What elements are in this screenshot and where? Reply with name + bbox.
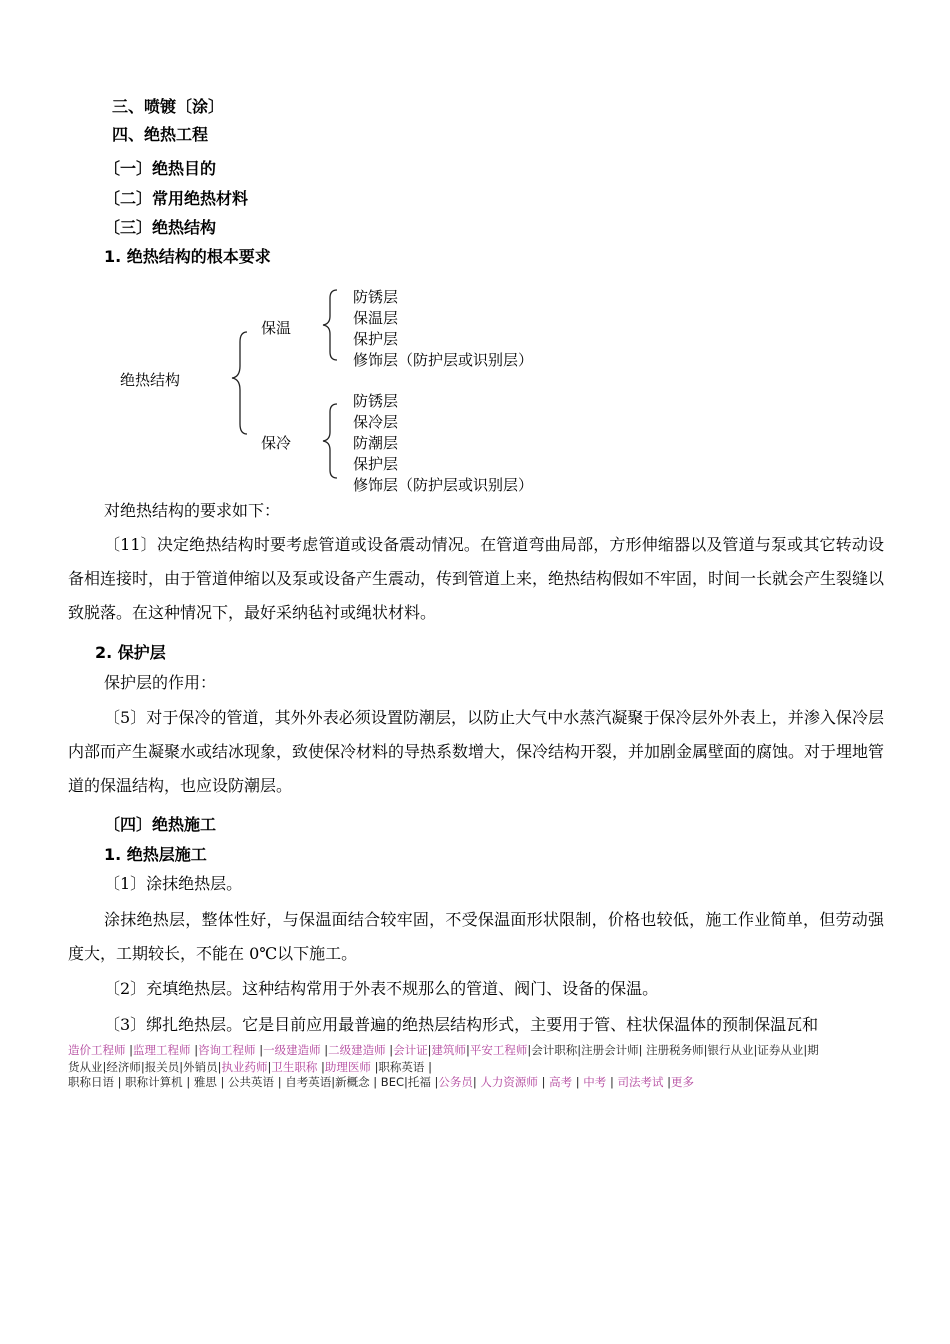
footer-separator: |	[321, 1060, 325, 1074]
footer-link[interactable]: 司法考试	[613, 1075, 668, 1089]
diagram-item: 防潮层	[353, 434, 399, 452]
diagram-item: 保温层	[353, 309, 399, 327]
diagram-item: 保护层	[353, 455, 399, 473]
footer-separator: |职称英语 |	[374, 1060, 432, 1074]
paragraph: 〔2〕充填绝热层。这种结构常用于外表不规那么的管道、阀门、设备的保温。	[104, 979, 659, 998]
footer-separator: |	[427, 1043, 432, 1057]
heading-common-materials: 〔二〕常用绝热材料	[104, 189, 249, 208]
footer-separator: |	[194, 1043, 199, 1057]
footer-link[interactable]: 监理工程师	[133, 1043, 195, 1057]
footer-exam-links	[68, 1042, 828, 1076]
diagram-item: 修饰层（防护层或识别层）	[353, 476, 534, 494]
footer-link[interactable]: 助理医师	[324, 1060, 375, 1074]
footer-separator: |	[575, 1075, 580, 1089]
footer-link[interactable]: 咨询工程师	[198, 1043, 260, 1057]
footer-link[interactable]: 平安工程师	[469, 1043, 528, 1057]
diagram-branch-cold-preservation: 保冷	[261, 434, 292, 452]
footer-link[interactable]: 人力资源师	[476, 1075, 542, 1089]
diagram-item: 修饰层（防护层或识别层）	[353, 351, 534, 369]
diagram-item: 防锈层	[353, 392, 399, 410]
footer-link[interactable]: 二级建造师	[328, 1043, 390, 1057]
footer-link[interactable]: 一级建造师	[263, 1043, 325, 1057]
footer-separator: |	[609, 1075, 614, 1089]
footer-link[interactable]: 卫生职称	[271, 1060, 322, 1074]
footer-link[interactable]: 中考	[579, 1075, 610, 1089]
footer-exam-links-2	[68, 1074, 828, 1091]
paragraph: 保护层的作用：	[104, 673, 217, 692]
heading-basic-requirements: 1. 绝热结构的根本要求	[104, 247, 271, 266]
diagram-root-label: 绝热结构	[120, 371, 181, 389]
heading-insulation-structure: 〔三〕绝热结构	[104, 218, 217, 237]
paragraph: 〔11〕决定绝热结构时要考虑管道或设备震动情况。在管道弯曲局部，方形伸缩器以及管道与泵或其它转动设备相连接时，由于管道伸缩以及泵或设备产生震动，传到管道上来，绝热结构假如不牢固，时间一长就会产生裂缝以致脱落。在这种情况下，最好采纳毡衬或绳状材料。	[68, 535, 885, 622]
footer-separator: |会计职称|注册会计师| 注册税务师|银行从业|证券从业|期货从业|经济师|报关员|外销员|	[68, 1043, 819, 1074]
paragraph: 〔5〕对于保冷的管道，其外外表必须设置防潮层，以防止大气中水蒸汽凝聚于保冷层外外表上，并渗入保冷层内部而产生凝聚水或结冰现象，致使保冷材料的导热系数增大，保冷结构开裂，并加剧金属壁面的腐蚀。对于埋地管道的保温结构，也应设防潮层。	[68, 708, 885, 795]
footer-separator: |	[466, 1043, 470, 1057]
heading-insulation-construction: 〔四〕绝热施工	[104, 815, 217, 834]
footer-separator: |	[389, 1043, 394, 1057]
diagram-item: 防锈层	[353, 288, 399, 306]
paragraph: 〔3〕绑扎绝热层。它是目前应用最普遍的绝热层结构形式，主要用于管、柱状保温体的预制保温瓦和	[104, 1015, 819, 1034]
footer-link[interactable]: 会计证	[393, 1043, 428, 1057]
heading-insulation-purpose: 〔一〕绝热目的	[104, 159, 217, 178]
diagram-branch-heat-preservation: 保温	[261, 319, 292, 337]
footer-separator: |	[472, 1075, 477, 1089]
heading-insulation-layer-construction: 1. 绝热层施工	[104, 845, 207, 864]
heading-insulation-engineering: 四、绝热工程	[112, 125, 209, 144]
footer-link[interactable]: 更多	[671, 1075, 695, 1089]
footer-link[interactable]: 建筑师	[431, 1043, 467, 1057]
footer-separator: |	[667, 1075, 672, 1089]
paragraph: 涂抹绝热层，整体性好，与保温面结合较牢固，不受保温面形状限制，价格也较低，施工作业简单，但劳动强度大，工期较长，不能在 0℃以下施工。	[68, 910, 884, 963]
paragraph: 对绝热结构的要求如下：	[104, 501, 281, 520]
footer-link[interactable]: 公务员	[438, 1075, 473, 1089]
footer-link[interactable]: 高考	[545, 1075, 576, 1089]
footer-separator: |	[259, 1043, 264, 1057]
diagram-item: 保冷层	[353, 413, 399, 431]
heading-protective-layer: 2. 保护层	[95, 643, 166, 662]
footer-separator: |	[324, 1043, 329, 1057]
footer-separator: |	[267, 1060, 272, 1074]
footer-separator: 职称日语 | 职称计算机 | 雅思 | 公共英语 | 自考英语|新概念 | BEC|托福 |	[68, 1075, 439, 1089]
footer-separator: |	[541, 1075, 546, 1089]
heading-spray-coating: 三、喷镀〔涂〕	[112, 97, 225, 116]
footer-link[interactable]: 造价工程师	[68, 1043, 130, 1057]
diagram-item: 保护层	[353, 330, 399, 348]
footer-separator: |	[129, 1043, 134, 1057]
paragraph: 〔1〕涂抹绝热层。	[104, 874, 243, 893]
footer-link[interactable]: 执业药师	[221, 1060, 268, 1074]
diagram-braces	[0, 0, 950, 500]
